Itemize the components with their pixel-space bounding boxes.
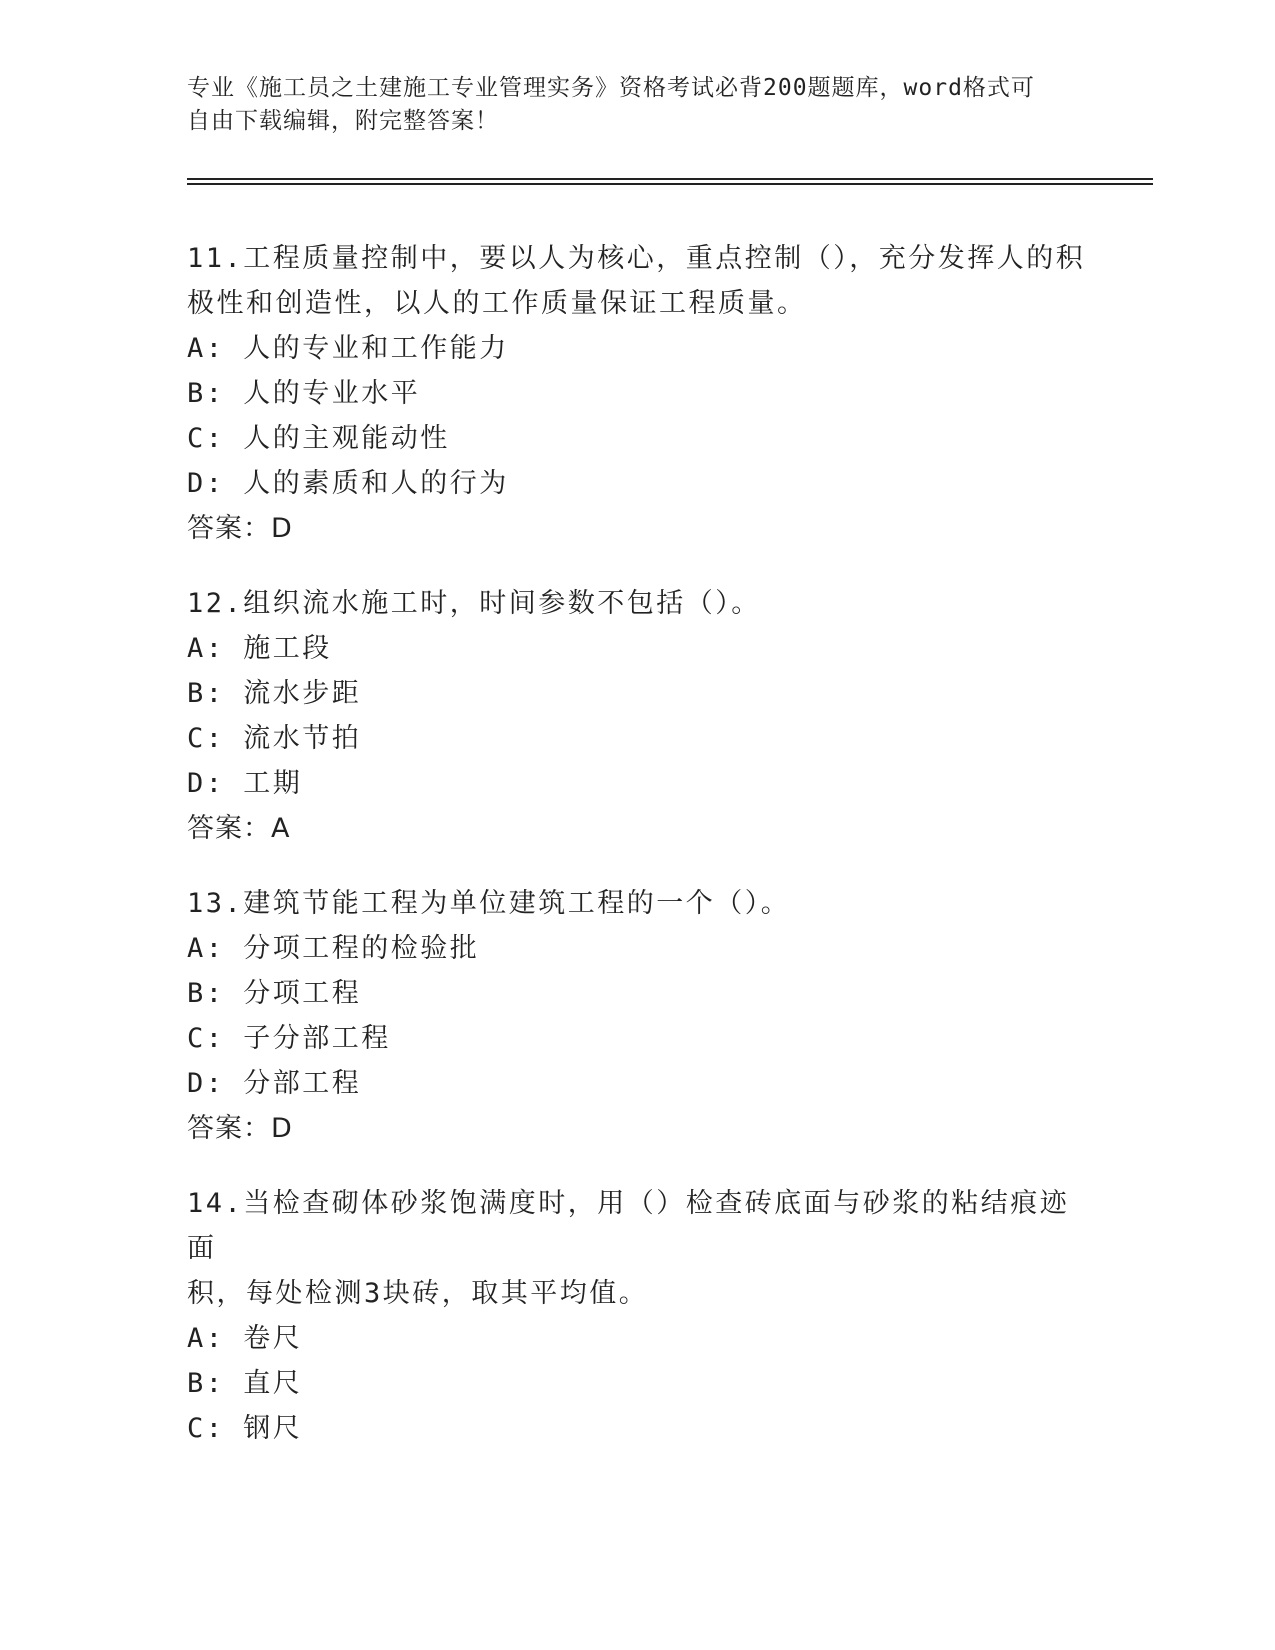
question-stem-line: 11.工程质量控制中，要以人为核心，重点控制（），充分发挥人的积 bbox=[187, 243, 1086, 274]
option-d: D: 工期 bbox=[187, 768, 303, 799]
option-d: D: 分部工程 bbox=[187, 1068, 362, 1099]
option-a: A: 分项工程的检验批 bbox=[187, 933, 480, 964]
option-d: D: 人的素质和人的行为 bbox=[187, 468, 509, 499]
header-rule-top bbox=[187, 178, 1153, 180]
header-rule-bottom bbox=[187, 183, 1153, 185]
question-stem-line: 14.当检查砌体砂浆饱满度时，用（）检查砖底面与砂浆的粘结痕迹面 bbox=[187, 1188, 1070, 1264]
answer: 答案：D bbox=[187, 513, 293, 544]
option-a: A: 施工段 bbox=[187, 633, 332, 664]
option-a: A: 卷尺 bbox=[187, 1323, 303, 1354]
question-13 bbox=[187, 881, 1087, 1151]
document-header bbox=[187, 72, 1087, 138]
option-b: B: 流水步距 bbox=[187, 678, 362, 709]
header-line-1: 专业《施工员之土建施工专业管理实务》资格考试必背200题题库，word格式可 bbox=[187, 75, 1035, 101]
option-c: C: 人的主观能动性 bbox=[187, 423, 450, 454]
answer: 答案：A bbox=[187, 813, 291, 844]
option-c: C: 子分部工程 bbox=[187, 1023, 391, 1054]
question-14 bbox=[187, 1181, 1087, 1451]
question-stem-line: 极性和创造性，以人的工作质量保证工程质量。 bbox=[187, 288, 807, 319]
question-stem-line: 13.建筑节能工程为单位建筑工程的一个（）。 bbox=[187, 888, 791, 919]
option-b: B: 分项工程 bbox=[187, 978, 362, 1009]
option-b: B: 直尺 bbox=[187, 1368, 303, 1399]
question-stem-line: 积，每处检测3块砖，取其平均值。 bbox=[187, 1278, 649, 1309]
option-a: A: 人的专业和工作能力 bbox=[187, 333, 509, 364]
question-stem-line: 12.组织流水施工时，时间参数不包括（）。 bbox=[187, 588, 761, 619]
question-list bbox=[187, 236, 1087, 1481]
option-c: C: 流水节拍 bbox=[187, 723, 362, 754]
answer: 答案：D bbox=[187, 1113, 293, 1144]
question-11 bbox=[187, 236, 1087, 551]
question-12 bbox=[187, 581, 1087, 851]
header-line-2: 自由下载编辑，附完整答案！ bbox=[187, 108, 499, 134]
option-b: B: 人的专业水平 bbox=[187, 378, 421, 409]
option-c: C: 钢尺 bbox=[187, 1413, 303, 1444]
